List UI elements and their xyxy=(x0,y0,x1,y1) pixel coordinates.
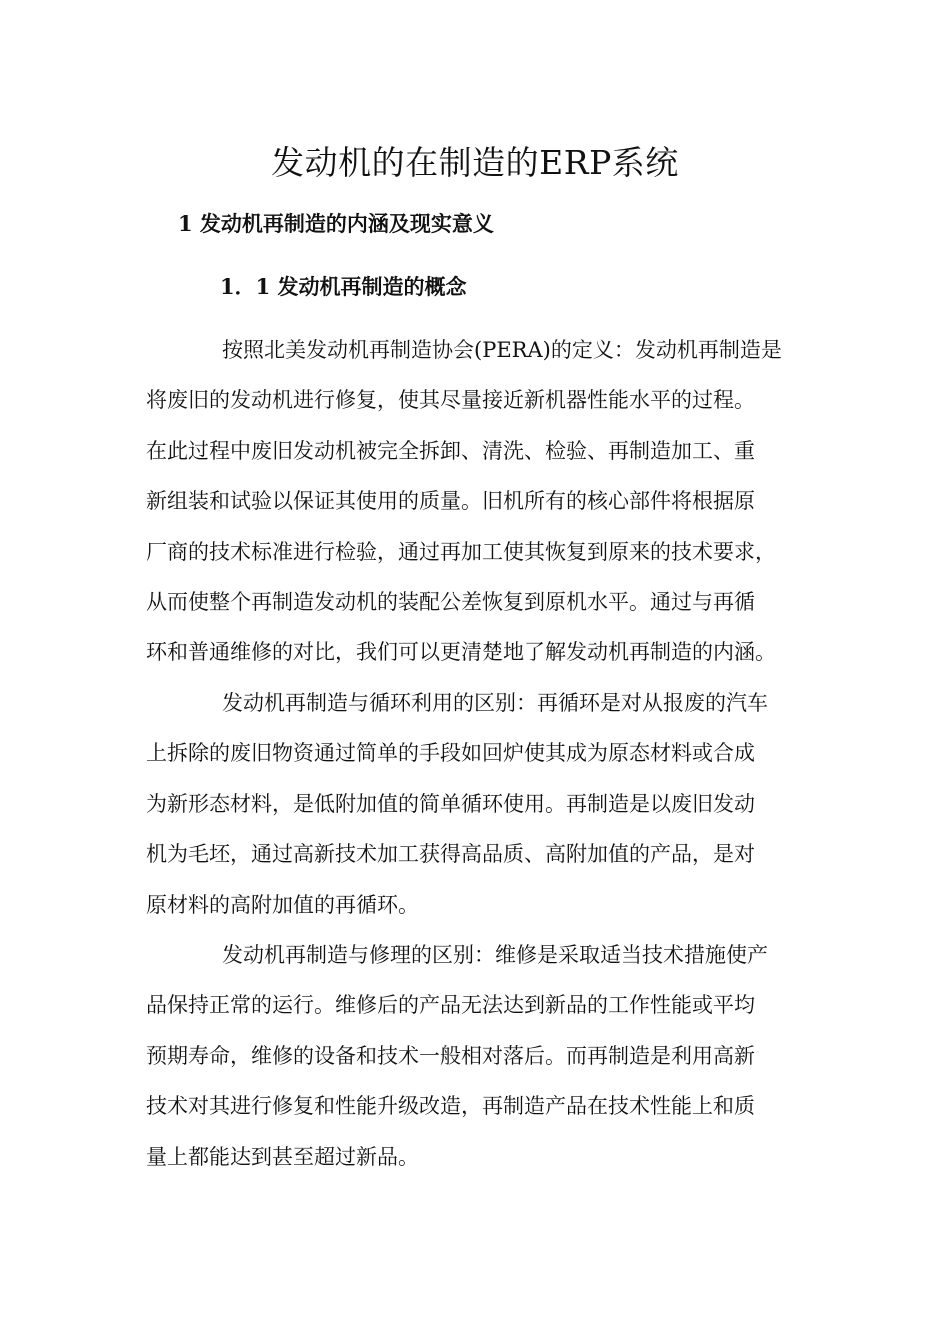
paragraph-recycling-difference xyxy=(146,678,810,930)
paragraph-line: 品保持正常的运行。维修后的产品无法达到新品的工作性能或平均 xyxy=(146,993,755,1018)
paragraph-definition xyxy=(146,325,810,678)
paragraph-line: 原材料的高附加值的再循环。 xyxy=(146,892,419,917)
paragraph-line: 按照北美发动机再制造协会(PERA)的定义：发动机再制造是 xyxy=(222,338,782,362)
paragraph-line: 技术对其进行修复和性能升级改造，再制造产品在技术性能上和质 xyxy=(146,1094,755,1119)
paragraph-repair-difference xyxy=(146,930,810,1182)
subsection-heading: 1．1 发动机再制造的概念 xyxy=(220,274,467,299)
paragraph-line: 新组装和试验以保证其使用的质量。旧机所有的核心部件将根据原 xyxy=(146,489,755,514)
paragraph-line: 发动机再制造与修理的区别：维修是采取适当技术措施使产 xyxy=(222,943,768,967)
paragraph-line: 机为毛坯，通过高新技术加工获得高品质、高附加值的产品，是对 xyxy=(146,842,755,867)
paragraph-line: 在此过程中废旧发动机被完全拆卸、清洗、检验、再制造加工、重 xyxy=(146,438,755,463)
paragraph-line: 从而使整个再制造发动机的装配公差恢复到原机水平。通过与再循 xyxy=(146,589,755,614)
section-heading: 1 发动机再制造的内涵及现实意义 xyxy=(178,211,494,236)
document-title: 发动机的在制造的ERP系统 xyxy=(271,143,679,182)
paragraph-line: 环和普通维修的对比，我们可以更清楚地了解发动机再制造的内涵。 xyxy=(146,640,776,665)
paragraph-line: 将废旧的发动机进行修复，使其尽量接近新机器性能水平的过程。 xyxy=(146,388,755,413)
paragraph-line: 发动机再制造与循环利用的区别：再循环是对从报废的汽车 xyxy=(222,691,768,715)
paragraph-line: 量上都能达到甚至超过新品。 xyxy=(146,1144,419,1169)
paragraph-line: 厂商的技术标准进行检验，通过再加工使其恢复到原来的技术要求， xyxy=(146,539,776,564)
paragraph-line: 上拆除的废旧物资通过简单的手段如回炉使其成为原态材料或合成 xyxy=(146,741,755,766)
paragraph-line: 预期寿命，维修的设备和技术一般相对落后。而再制造是利用高新 xyxy=(146,1043,755,1068)
paragraph-line: 为新形态材料，是低附加值的简单循环使用。再制造是以废旧发动 xyxy=(146,791,755,816)
